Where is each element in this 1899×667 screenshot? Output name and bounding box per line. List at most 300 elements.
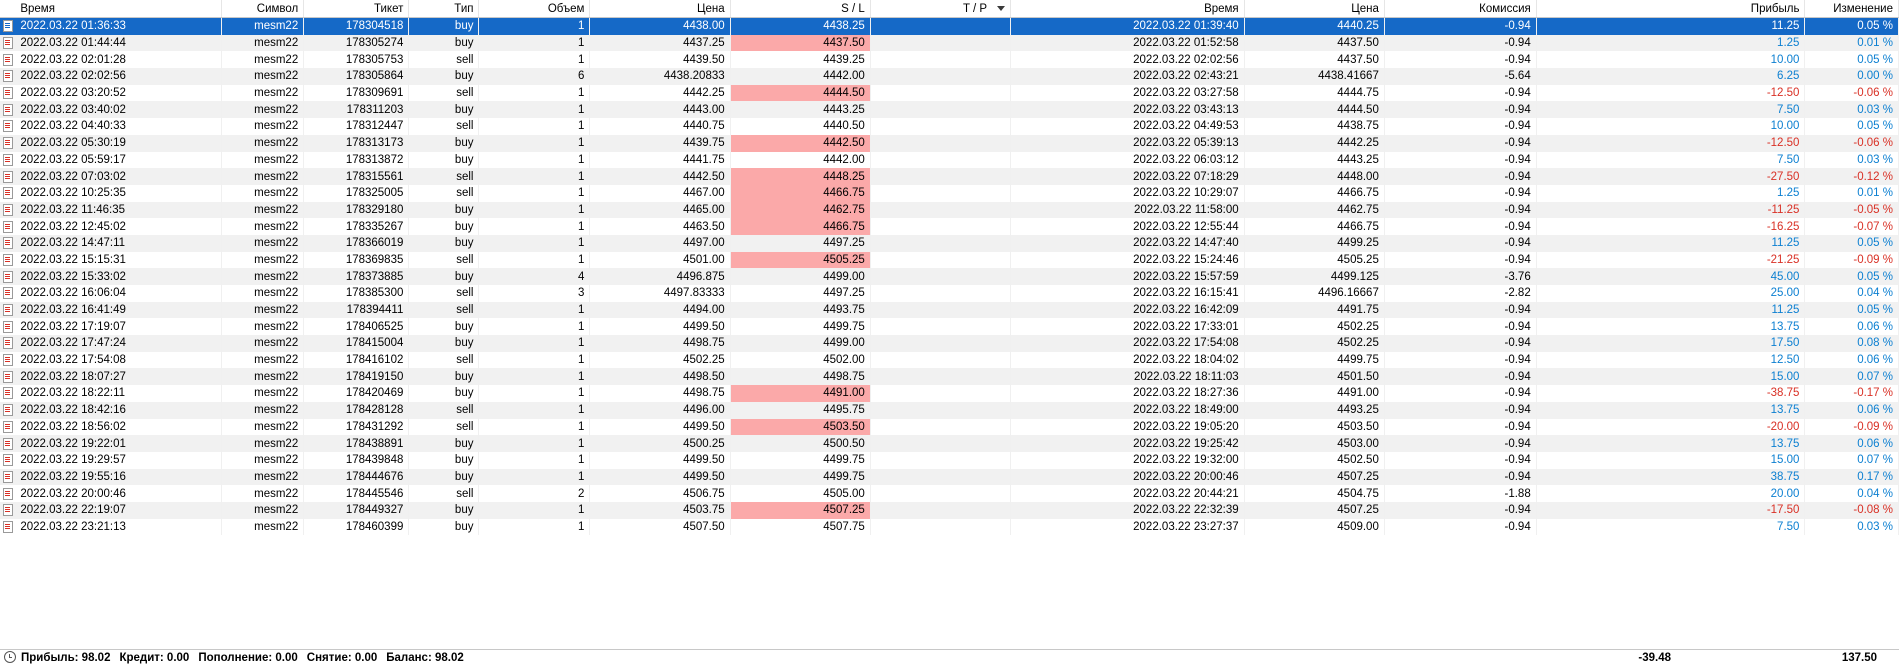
cell-take-profit — [870, 101, 1010, 118]
cell-symbol: mesm22 — [222, 435, 304, 452]
cell-volume: 1 — [479, 452, 590, 469]
table-row[interactable] — [0, 318, 1899, 335]
table-row[interactable] — [0, 118, 1899, 135]
cell-type: sell — [409, 85, 479, 102]
cell-open-price: 4497.00 — [590, 235, 730, 252]
cell-commission: -0.94 — [1384, 252, 1536, 269]
cell-volume: 1 — [479, 385, 590, 402]
cell-open-time: 2022.03.22 10:25:35 — [16, 185, 222, 202]
column-header-profit[interactable]: Прибыль — [1536, 0, 1805, 18]
cell-open-time: 2022.03.22 23:21:13 — [16, 519, 222, 536]
table-row[interactable] — [0, 185, 1899, 202]
row-document-icon — [0, 268, 16, 285]
cell-close-time: 2022.03.22 19:05:20 — [1011, 419, 1245, 436]
cell-open-price: 4440.75 — [590, 118, 730, 135]
cell-type: sell — [409, 419, 479, 436]
cell-open-price: 4441.75 — [590, 152, 730, 169]
cell-commission: -0.94 — [1384, 235, 1536, 252]
cell-close-price: 4444.50 — [1244, 101, 1384, 118]
table-row[interactable] — [0, 419, 1899, 436]
cell-open-price: 4502.25 — [590, 352, 730, 369]
cell-stop-loss: 4497.25 — [730, 285, 870, 302]
cell-volume: 1 — [479, 302, 590, 319]
cell-ticket: 178313173 — [304, 135, 409, 152]
cell-change: 0.01 % — [1805, 35, 1899, 52]
cell-open-time: 2022.03.22 18:22:11 — [16, 385, 222, 402]
row-document-icon — [0, 352, 16, 369]
cell-open-time: 2022.03.22 04:40:33 — [16, 118, 222, 135]
cell-type: buy — [409, 519, 479, 536]
table-row[interactable] — [0, 352, 1899, 369]
cell-profit: -11.25 — [1536, 202, 1805, 219]
document-icon — [3, 438, 13, 450]
cell-close-time: 2022.03.22 02:02:56 — [1011, 51, 1245, 68]
cell-profit: 10.00 — [1536, 118, 1805, 135]
cell-ticket: 178369835 — [304, 252, 409, 269]
cell-profit: -17.50 — [1536, 502, 1805, 519]
cell-open-price: 4503.75 — [590, 502, 730, 519]
cell-open-price: 4507.50 — [590, 519, 730, 536]
cell-profit: -27.50 — [1536, 168, 1805, 185]
cell-type: buy — [409, 335, 479, 352]
summary-profit-total: 137.50 — [1841, 652, 1877, 664]
document-icon — [3, 54, 13, 66]
cell-profit: 45.00 — [1536, 268, 1805, 285]
cell-change: 0.06 % — [1805, 352, 1899, 369]
cell-take-profit — [870, 185, 1010, 202]
cell-stop-loss: 4448.25 — [730, 168, 870, 185]
table-row[interactable] — [0, 68, 1899, 85]
cell-open-price: 4438.20833 — [590, 68, 730, 85]
cell-open-price: 4442.25 — [590, 85, 730, 102]
cell-ticket: 178445546 — [304, 485, 409, 502]
cell-stop-loss: 4493.75 — [730, 302, 870, 319]
cell-profit: 13.75 — [1536, 318, 1805, 335]
cell-take-profit — [870, 485, 1010, 502]
cell-commission: -0.94 — [1384, 318, 1536, 335]
row-document-icon — [0, 469, 16, 486]
cell-commission: -0.94 — [1384, 452, 1536, 469]
cell-commission: -0.94 — [1384, 435, 1536, 452]
cell-take-profit — [870, 268, 1010, 285]
table-row[interactable] — [0, 268, 1899, 285]
cell-volume: 1 — [479, 368, 590, 385]
cell-change: 0.00 % — [1805, 68, 1899, 85]
cell-stop-loss: 4495.75 — [730, 402, 870, 419]
cell-open-time: 2022.03.22 20:00:46 — [16, 485, 222, 502]
cell-open-time: 2022.03.22 02:02:56 — [16, 68, 222, 85]
cell-type: buy — [409, 502, 479, 519]
column-header-change[interactable]: Изменение — [1805, 0, 1899, 18]
cell-close-time: 2022.03.22 20:44:21 — [1011, 485, 1245, 502]
cell-type: buy — [409, 135, 479, 152]
cell-profit: -20.00 — [1536, 419, 1805, 436]
cell-commission: -0.94 — [1384, 335, 1536, 352]
table-row[interactable] — [0, 302, 1899, 319]
cell-type: buy — [409, 235, 479, 252]
cell-stop-loss: 4440.50 — [730, 118, 870, 135]
cell-commission: -0.94 — [1384, 101, 1536, 118]
document-icon — [3, 304, 13, 316]
row-document-icon — [0, 235, 16, 252]
cell-profit: 7.50 — [1536, 152, 1805, 169]
cell-change: 0.07 % — [1805, 452, 1899, 469]
column-header-icon — [0, 0, 16, 18]
cell-volume: 1 — [479, 18, 590, 35]
cell-close-time: 2022.03.22 23:27:37 — [1011, 519, 1245, 536]
cell-symbol: mesm22 — [222, 118, 304, 135]
summary-left-group — [4, 650, 473, 667]
cell-stop-loss: 4503.50 — [730, 419, 870, 436]
cell-open-time: 2022.03.22 03:20:52 — [16, 85, 222, 102]
cell-change: 0.03 % — [1805, 519, 1899, 536]
cell-close-time: 2022.03.22 04:49:53 — [1011, 118, 1245, 135]
table-row[interactable] — [0, 335, 1899, 352]
cell-ticket: 178304518 — [304, 18, 409, 35]
column-header-open-time[interactable]: Время — [16, 0, 222, 18]
cell-symbol: mesm22 — [222, 469, 304, 486]
cell-close-price: 4466.75 — [1244, 218, 1384, 235]
cell-close-time: 2022.03.22 15:24:46 — [1011, 252, 1245, 269]
cell-profit: 1.25 — [1536, 35, 1805, 52]
cell-open-price: 4465.00 — [590, 202, 730, 219]
cell-stop-loss: 4499.75 — [730, 318, 870, 335]
column-header-commission[interactable]: Комиссия — [1384, 0, 1536, 18]
cell-stop-loss: 4499.00 — [730, 268, 870, 285]
cell-symbol: mesm22 — [222, 452, 304, 469]
cell-change: -0.12 % — [1805, 168, 1899, 185]
summary-bar — [0, 649, 1899, 667]
cell-commission: -0.94 — [1384, 35, 1536, 52]
document-icon — [3, 204, 13, 216]
cell-take-profit — [870, 152, 1010, 169]
cell-type: buy — [409, 385, 479, 402]
cell-take-profit — [870, 51, 1010, 68]
cell-symbol: mesm22 — [222, 368, 304, 385]
cell-open-time: 2022.03.22 15:15:31 — [16, 252, 222, 269]
table-header-row[interactable] — [0, 0, 1899, 18]
table-row[interactable] — [0, 168, 1899, 185]
cell-close-time: 2022.03.22 18:27:36 — [1011, 385, 1245, 402]
cell-symbol: mesm22 — [222, 519, 304, 536]
cell-volume: 2 — [479, 485, 590, 502]
cell-profit: 15.00 — [1536, 368, 1805, 385]
cell-close-price: 4437.50 — [1244, 35, 1384, 52]
cell-open-time: 2022.03.22 16:41:49 — [16, 302, 222, 319]
cell-stop-loss: 4491.00 — [730, 385, 870, 402]
row-document-icon — [0, 168, 16, 185]
table-row[interactable] — [0, 485, 1899, 502]
row-document-icon — [0, 368, 16, 385]
cell-close-time: 2022.03.22 19:25:42 — [1011, 435, 1245, 452]
cell-stop-loss: 4466.75 — [730, 185, 870, 202]
cell-close-time: 2022.03.22 17:54:08 — [1011, 335, 1245, 352]
cell-close-time: 2022.03.22 18:49:00 — [1011, 402, 1245, 419]
cell-take-profit — [870, 218, 1010, 235]
cell-stop-loss: 4499.75 — [730, 452, 870, 469]
table-row[interactable] — [0, 285, 1899, 302]
cell-type: buy — [409, 368, 479, 385]
document-icon — [3, 171, 13, 183]
cell-volume: 1 — [479, 135, 590, 152]
cell-ticket: 178313872 — [304, 152, 409, 169]
cell-open-time: 2022.03.22 01:36:33 — [16, 18, 222, 35]
cell-profit: 12.50 — [1536, 352, 1805, 369]
cell-symbol: mesm22 — [222, 419, 304, 436]
cell-type: buy — [409, 268, 479, 285]
cell-open-time: 2022.03.22 07:03:02 — [16, 168, 222, 185]
cell-take-profit — [870, 85, 1010, 102]
table-row[interactable] — [0, 452, 1899, 469]
cell-ticket: 178373885 — [304, 268, 409, 285]
cell-profit: 38.75 — [1536, 469, 1805, 486]
cell-close-price: 4504.75 — [1244, 485, 1384, 502]
row-document-icon — [0, 218, 16, 235]
cell-volume: 1 — [479, 235, 590, 252]
cell-close-time: 2022.03.22 18:11:03 — [1011, 368, 1245, 385]
cell-profit: 17.50 — [1536, 335, 1805, 352]
cell-close-price: 4466.75 — [1244, 185, 1384, 202]
cell-close-time: 2022.03.22 05:39:13 — [1011, 135, 1245, 152]
table-row[interactable] — [0, 502, 1899, 519]
cell-take-profit — [870, 469, 1010, 486]
cell-type: sell — [409, 252, 479, 269]
column-header-type[interactable]: Тип — [409, 0, 479, 18]
cell-stop-loss: 4497.25 — [730, 235, 870, 252]
table-row[interactable] — [0, 235, 1899, 252]
table-row[interactable] — [0, 152, 1899, 169]
row-document-icon — [0, 101, 16, 118]
document-icon — [3, 271, 13, 283]
cell-symbol: mesm22 — [222, 235, 304, 252]
cell-ticket: 178315561 — [304, 168, 409, 185]
document-icon — [3, 504, 13, 516]
summary-credit-label: Кредит: 0.00 — [119, 652, 190, 664]
cell-close-price: 4507.25 — [1244, 469, 1384, 486]
row-document-icon — [0, 35, 16, 52]
cell-open-time: 2022.03.22 12:45:02 — [16, 218, 222, 235]
cell-close-price: 4444.75 — [1244, 85, 1384, 102]
cell-close-price: 4443.25 — [1244, 152, 1384, 169]
document-icon — [3, 20, 13, 32]
table-row[interactable] — [0, 18, 1899, 35]
cell-profit: 11.25 — [1536, 18, 1805, 35]
cell-volume: 1 — [479, 168, 590, 185]
cell-ticket: 178305864 — [304, 68, 409, 85]
cell-type: buy — [409, 435, 479, 452]
cell-commission: -0.94 — [1384, 419, 1536, 436]
cell-volume: 1 — [479, 185, 590, 202]
row-document-icon — [0, 502, 16, 519]
cell-open-time: 2022.03.22 16:06:04 — [16, 285, 222, 302]
cell-open-price: 4439.75 — [590, 135, 730, 152]
cell-type: buy — [409, 152, 479, 169]
cell-open-time: 2022.03.22 22:19:07 — [16, 502, 222, 519]
cell-symbol: mesm22 — [222, 485, 304, 502]
cell-open-time: 2022.03.22 02:01:28 — [16, 51, 222, 68]
row-document-icon — [0, 402, 16, 419]
table-row[interactable] — [0, 385, 1899, 402]
cell-open-time: 2022.03.22 05:30:19 — [16, 135, 222, 152]
table-row[interactable] — [0, 368, 1899, 385]
cell-change: 0.05 % — [1805, 118, 1899, 135]
cell-stop-loss: 4462.75 — [730, 202, 870, 219]
cell-close-price: 4499.125 — [1244, 268, 1384, 285]
cell-commission: -5.64 — [1384, 68, 1536, 85]
cell-open-time: 2022.03.22 18:42:16 — [16, 402, 222, 419]
cell-close-price: 4493.25 — [1244, 402, 1384, 419]
document-icon — [3, 37, 13, 49]
column-header-take-profit-label: T / P — [962, 2, 988, 15]
cell-close-time: 2022.03.22 06:03:12 — [1011, 152, 1245, 169]
cell-close-price: 4502.25 — [1244, 318, 1384, 335]
cell-volume: 1 — [479, 318, 590, 335]
document-icon — [3, 521, 13, 533]
cell-symbol: mesm22 — [222, 268, 304, 285]
cell-open-price: 4506.75 — [590, 485, 730, 502]
document-icon — [3, 120, 13, 132]
cell-close-time: 2022.03.22 07:18:29 — [1011, 168, 1245, 185]
table-row[interactable] — [0, 135, 1899, 152]
table-body[interactable] — [0, 18, 1899, 536]
table-row[interactable] — [0, 435, 1899, 452]
cell-type: sell — [409, 168, 479, 185]
document-icon — [3, 471, 13, 483]
cell-stop-loss: 4466.75 — [730, 218, 870, 235]
document-icon — [3, 104, 13, 116]
cell-symbol: mesm22 — [222, 68, 304, 85]
table-row[interactable] — [0, 202, 1899, 219]
cell-take-profit — [870, 302, 1010, 319]
cell-take-profit — [870, 18, 1010, 35]
row-document-icon — [0, 485, 16, 502]
document-icon — [3, 354, 13, 366]
cell-change: -0.05 % — [1805, 202, 1899, 219]
cell-change: -0.09 % — [1805, 252, 1899, 269]
cell-ticket: 178444676 — [304, 469, 409, 486]
cell-commission: -0.94 — [1384, 368, 1536, 385]
cell-open-price: 4439.50 — [590, 51, 730, 68]
cell-type: sell — [409, 402, 479, 419]
cell-open-price: 4499.50 — [590, 469, 730, 486]
cell-commission: -0.94 — [1384, 302, 1536, 319]
cell-change: -0.17 % — [1805, 385, 1899, 402]
table-row[interactable] — [0, 218, 1899, 235]
cell-volume: 1 — [479, 352, 590, 369]
cell-stop-loss: 4442.50 — [730, 135, 870, 152]
cell-type: buy — [409, 218, 479, 235]
cell-open-time: 2022.03.22 19:22:01 — [16, 435, 222, 452]
document-icon — [3, 454, 13, 466]
cell-open-price: 4499.50 — [590, 419, 730, 436]
cell-type: sell — [409, 302, 479, 319]
column-header-ticket[interactable]: Тикет — [304, 0, 409, 18]
cell-stop-loss: 4507.75 — [730, 519, 870, 536]
cell-commission: -0.94 — [1384, 85, 1536, 102]
cell-commission: -0.94 — [1384, 152, 1536, 169]
cell-ticket: 178406525 — [304, 318, 409, 335]
column-header-open-price[interactable]: Цена — [590, 0, 730, 18]
cell-open-time: 2022.03.22 03:40:02 — [16, 101, 222, 118]
cell-profit: -12.50 — [1536, 135, 1805, 152]
cell-volume: 3 — [479, 285, 590, 302]
column-header-symbol[interactable]: Символ — [222, 0, 304, 18]
cell-volume: 1 — [479, 35, 590, 52]
table-row[interactable] — [0, 85, 1899, 102]
cell-open-price: 4498.75 — [590, 385, 730, 402]
cell-open-price: 4497.83333 — [590, 285, 730, 302]
cell-stop-loss: 4498.75 — [730, 368, 870, 385]
cell-open-price: 4467.00 — [590, 185, 730, 202]
cell-open-time: 2022.03.22 19:29:57 — [16, 452, 222, 469]
cell-take-profit — [870, 235, 1010, 252]
cell-profit: 11.25 — [1536, 302, 1805, 319]
summary-withdrawal-label: Снятие: 0.00 — [306, 652, 378, 664]
column-header-close-time[interactable]: Время — [1011, 0, 1245, 18]
cell-stop-loss: 4437.50 — [730, 35, 870, 52]
document-icon — [3, 221, 13, 233]
cell-open-time: 2022.03.22 01:44:44 — [16, 35, 222, 52]
cell-symbol: mesm22 — [222, 152, 304, 169]
cell-change: 0.06 % — [1805, 435, 1899, 452]
cell-open-time: 2022.03.22 14:47:11 — [16, 235, 222, 252]
cell-close-time: 2022.03.22 14:47:40 — [1011, 235, 1245, 252]
cell-take-profit — [870, 335, 1010, 352]
column-header-take-profit[interactable] — [870, 0, 1010, 18]
cell-open-time: 2022.03.22 17:54:08 — [16, 352, 222, 369]
table-row[interactable] — [0, 519, 1899, 536]
cell-open-price: 4463.50 — [590, 218, 730, 235]
row-document-icon — [0, 152, 16, 169]
cell-open-price: 4498.75 — [590, 335, 730, 352]
table-row[interactable] — [0, 101, 1899, 118]
cell-type: sell — [409, 185, 479, 202]
cell-close-time: 2022.03.22 17:33:01 — [1011, 318, 1245, 335]
cell-type: buy — [409, 68, 479, 85]
column-header-volume[interactable]: Объем — [479, 0, 590, 18]
cell-close-price: 4438.41667 — [1244, 68, 1384, 85]
cell-change: -0.09 % — [1805, 419, 1899, 436]
cell-volume: 1 — [479, 51, 590, 68]
summary-balance-label: Баланс: 98.02 — [386, 652, 464, 664]
cell-symbol: mesm22 — [222, 302, 304, 319]
row-document-icon — [0, 202, 16, 219]
table-row[interactable] — [0, 402, 1899, 419]
cell-close-price: 4442.25 — [1244, 135, 1384, 152]
row-document-icon — [0, 252, 16, 269]
row-document-icon — [0, 335, 16, 352]
cell-close-time: 2022.03.22 02:43:21 — [1011, 68, 1245, 85]
cell-commission: -0.94 — [1384, 218, 1536, 235]
cell-take-profit — [870, 519, 1010, 536]
cell-open-price: 4443.00 — [590, 101, 730, 118]
table-row[interactable] — [0, 35, 1899, 52]
document-icon — [3, 371, 13, 383]
table-row[interactable] — [0, 469, 1899, 486]
cell-volume: 1 — [479, 502, 590, 519]
table-row[interactable] — [0, 51, 1899, 68]
document-icon — [3, 187, 13, 199]
cell-commission: -0.94 — [1384, 469, 1536, 486]
cell-type: buy — [409, 35, 479, 52]
cell-volume: 1 — [479, 335, 590, 352]
cell-ticket: 178311203 — [304, 101, 409, 118]
table-row[interactable] — [0, 252, 1899, 269]
cell-change: 0.01 % — [1805, 185, 1899, 202]
column-header-close-price[interactable]: Цена — [1244, 0, 1384, 18]
column-header-stop-loss[interactable]: S / L — [730, 0, 870, 18]
cell-commission: -0.94 — [1384, 502, 1536, 519]
